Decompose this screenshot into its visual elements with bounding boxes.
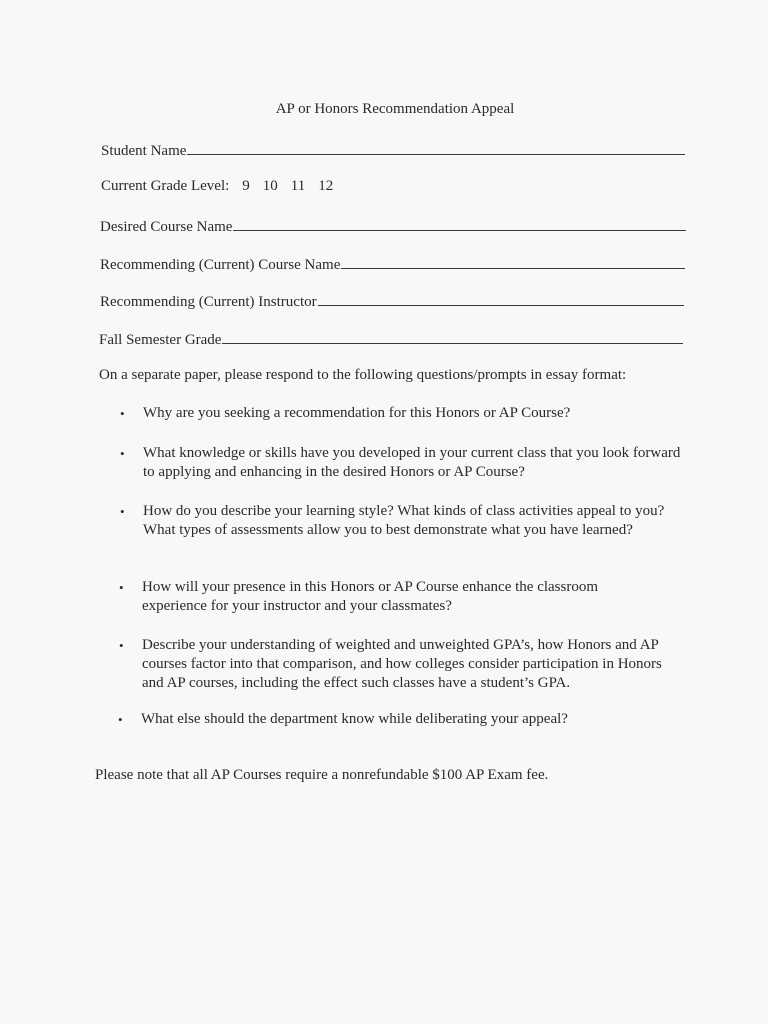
prompt-item: [119, 636, 687, 693]
bullet-icon: •: [119, 638, 124, 653]
student-name-label: Student Name: [101, 143, 187, 159]
prompt-text: Describe your understanding of weighted and unweighted GPA’s, how Honors and AP courses factor into that comparison, and how colleges consider participation in Honors and AP courses, including the effect such classes have a student’s GPA.: [142, 637, 662, 691]
desired-course-line[interactable]: [233, 216, 686, 231]
student-name-field: [101, 140, 685, 160]
grade-level-field: [101, 178, 333, 195]
grade-option-9[interactable]: 9: [242, 178, 250, 194]
prompt-text: How do you describe your learning style? What kinds of class activities appeal to you? What types of assessments allow you to best demonstrate what you have learned?: [143, 503, 665, 538]
grade-option-10[interactable]: 10: [262, 178, 278, 194]
grade-option-12[interactable]: 12: [318, 178, 334, 194]
form-title: AP or Honors Recommendation Appeal: [275, 101, 515, 117]
recommending-course-line[interactable]: [341, 254, 685, 269]
bullet-icon: •: [120, 504, 125, 519]
grade-option-11[interactable]: 11: [290, 178, 306, 194]
prompt-item: [118, 710, 686, 729]
prompt-text: How will your presence in this Honors or AP Course enhance the classroom experience for your instructor and your classmates?: [142, 579, 599, 614]
fall-grade-line[interactable]: [222, 329, 683, 344]
desired-course-field: [100, 216, 686, 236]
prompt-item: [119, 578, 662, 616]
bullet-icon: •: [118, 712, 123, 727]
fall-grade-field: [99, 329, 683, 349]
bullet-icon: •: [120, 446, 125, 461]
prompt-text: What knowledge or skills have you developed in your current class that you look forward to applying and enhancing in the desired Honors or AP Course?: [143, 445, 681, 480]
student-name-line[interactable]: [187, 140, 685, 155]
prompt-text: What else should the department know while deliberating your appeal?: [141, 711, 568, 727]
recommending-course-field: [100, 254, 685, 274]
desired-course-label: Desired Course Name: [100, 219, 233, 235]
recommending-instructor-field: [100, 291, 684, 311]
fee-note: Please note that all AP Courses require a nonrefundable $100 AP Exam fee.: [95, 767, 549, 783]
recommending-instructor-line[interactable]: [318, 291, 684, 306]
fall-grade-label: Fall Semester Grade: [99, 332, 222, 348]
prompt-item: [120, 444, 683, 482]
grade-level-label: Current Grade Level:: [101, 178, 230, 194]
recommending-course-label: Recommending (Current) Course Name: [100, 257, 341, 273]
bullet-icon: •: [119, 580, 124, 595]
bullet-icon: •: [120, 406, 125, 421]
prompt-text: Why are you seeking a recommendation for this Honors or AP Course?: [143, 405, 571, 421]
recommending-instructor-label: Recommending (Current) Instructor: [100, 294, 317, 310]
essay-instructions: On a separate paper, please respond to the following questions/prompts in essay format:: [99, 367, 627, 383]
prompt-item: [120, 404, 683, 423]
prompt-item: [120, 502, 683, 540]
